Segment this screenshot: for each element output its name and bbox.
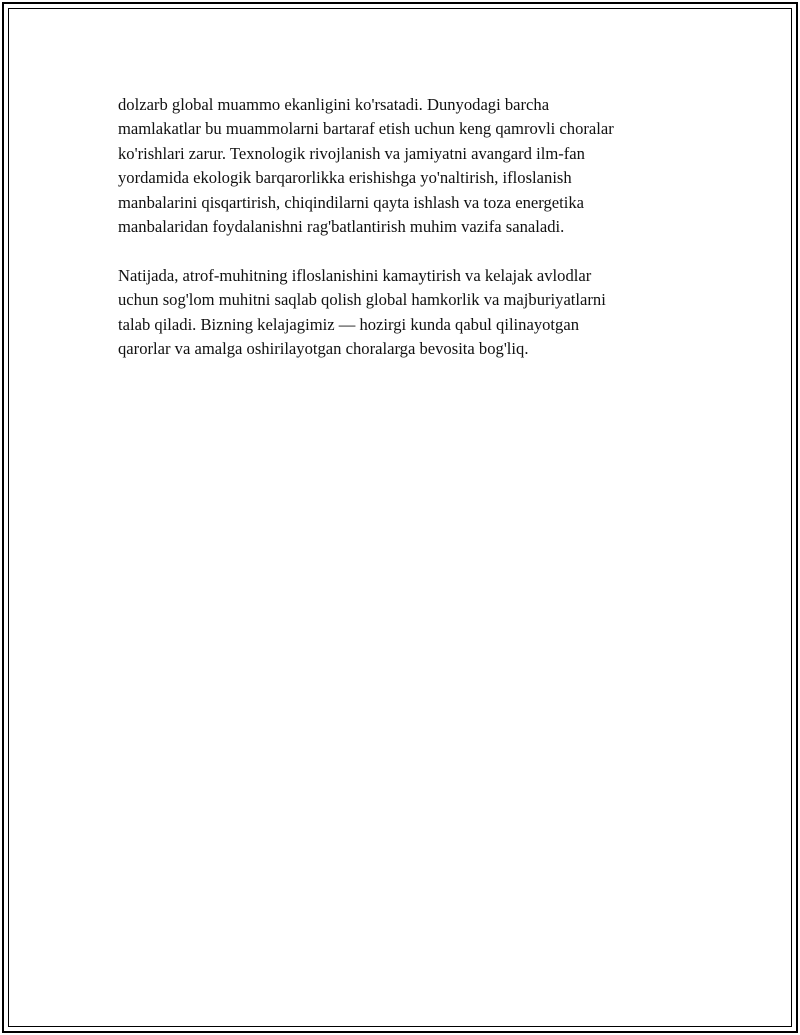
document-body — [118, 93, 678, 386]
paragraph-1-line-5: manbalarini qisqartirish, chiqindilarni qayta ishlash va toza energetika — [118, 192, 585, 212]
paragraph-2-line-1: Natijada, atrof-muhitning ifloslanishini kamaytirish va kelajak avlodlar — [118, 265, 592, 285]
paragraph-1-line-1: dolzarb global muammo ekanligini ko'rsatadi. Dunyodagi barcha — [118, 95, 550, 114]
paragraph-2 — [118, 264, 678, 362]
paragraph-2-line-4: qarorlar va amalga oshirilayotgan choralarga bevosita bog'liq. — [118, 339, 529, 359]
paragraph-1-line-2: mamlakatlar bu muammolarni bartaraf etish uchun keng qamrovli choralar — [118, 119, 614, 139]
paragraph-2-line-2: uchun sog'lom muhitni saqlab qolish global hamkorlik va majburiyatlarni — [118, 290, 606, 310]
paragraph-1 — [118, 93, 678, 239]
paragraph-2-line-3: talab qiladi. Bizning kelajagimiz — hozirgi kunda qabul qilinayotgan — [118, 314, 579, 334]
paragraph-1-line-3: ko'rishlari zarur. Texnologik rivojlanish va jamiyatni avangard ilm-fan — [118, 143, 585, 163]
paragraph-1-line-4: yordamida ekologik barqarorlikka erishishga yo'naltirish, ifloslanish — [118, 168, 572, 188]
paragraph-1-line-6: manbalaridan foydalanishni rag'batlantirish muhim vazifa sanaladi. — [118, 217, 565, 237]
